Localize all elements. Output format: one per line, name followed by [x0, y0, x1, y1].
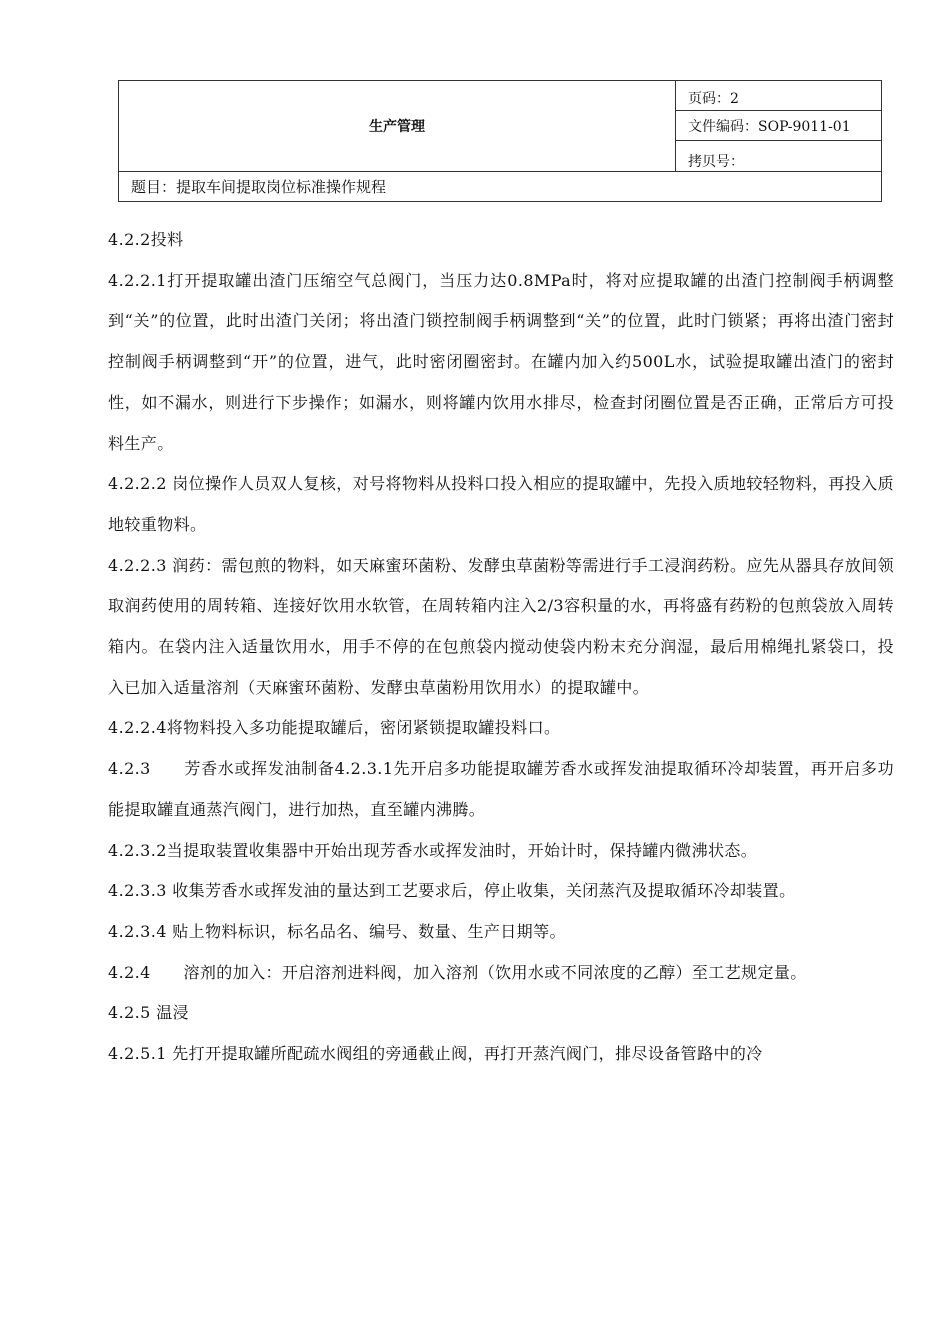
paragraph: 4.2.3.2当提取装置收集器中开始出现芳香水或挥发油时，开始计时，保持罐内微沸状态。 [108, 840, 758, 860]
doc-code-cell [676, 111, 882, 141]
department-cell [119, 81, 676, 171]
paragraph: 4.2.3 芳香水或挥发油制备4.2.3.1先开启多功能提取罐芳香水或挥发油提取循环冷却装置，再开启多功能提取罐直通蒸汽阀门，进行加热，直至罐内沸腾。 [108, 759, 894, 819]
document-header-table [118, 80, 882, 202]
document-meta-cells [676, 81, 882, 171]
department-label: 生产管理 [369, 119, 425, 135]
paragraph: 4.2.4 溶剂的加入：开启溶剂进料阀，加入溶剂（饮用水或不同浓度的乙醇）至工艺规定量。 [108, 962, 807, 982]
copy-number: 拷贝号： [688, 154, 744, 170]
copy-number-cell [676, 141, 882, 171]
page-number: 页码：2 [688, 91, 739, 107]
paragraph: 4.2.2.1打开提取罐出渣门压缩空气总阀门，当压力达0.8MPa时，将对应提取罐的出渣门控制阀手柄调整到“关”的位置，此时出渣门关闭；将出渣门锁控制阀手柄调整到“关”的位置，此时门锁紧；再将出渣门密封控制阀手柄调整到“开”的位置，进气，此时密闭圈密封。在罐内加入约500L水，试验提取罐出渣门的密封性，如不漏水，则进行下步操作；如漏水，则将罐内饮用水排尽，检查封闭圈位置是否正确，正常后方可投料生产。 [108, 270, 894, 453]
document-subject: 题目：提取车间提取岗位标准操作规程 [131, 178, 387, 196]
document-body [108, 220, 894, 1075]
paragraph: 4.2.2.2 岗位操作人员双人复核，对号将物料从投料口投入相应的提取罐中，先投入质地较轻物料，再投入质地较重物料。 [108, 474, 894, 534]
paragraph: 4.2.3.3 收集芳香水或挥发油的量达到工艺要求后，停止收集，关闭蒸汽及提取循环冷却装置。 [108, 881, 796, 901]
section-heading: 4.2.2投料 [108, 230, 184, 249]
page-number-cell [676, 81, 882, 111]
doc-code: 文件编码：SOP-9011-01 [688, 118, 851, 135]
section-heading: 4.2.5 温浸 [108, 1003, 189, 1023]
paragraph: 4.2.3.4 贴上物料标识，标名品名、编号、数量、生产日期等。 [108, 921, 566, 941]
paragraph: 4.2.2.3 润药：需包煎的物料，如天麻蜜环菌粉、发酵虫草菌粉等需进行手工浸润药粉。应先从器具存放间领取润药使用的周转箱、连接好饮用水软管，在周转箱内注入2/3容积量的水，再将盛有药粉的包煎袋放入周转箱内。在袋内注入适量饮用水，用手不停的在包煎袋内搅动使袋内粉末充分润湿，最后用棉绳扎紧袋口，投入已加入适量溶剂（天麻蜜环菌粉、发酵虫草菌粉用饮用水）的提取罐中。 [108, 555, 894, 697]
paragraph: 4.2.5.1 先打开提取罐所配疏水阀组的旁通截止阀，再打开蒸汽阀门，排尽设备管路中的冷 [108, 1044, 763, 1064]
paragraph: 4.2.2.4将物料投入多功能提取罐后，密闭紧锁提取罐投料口。 [108, 718, 561, 738]
subject-cell [119, 171, 881, 201]
